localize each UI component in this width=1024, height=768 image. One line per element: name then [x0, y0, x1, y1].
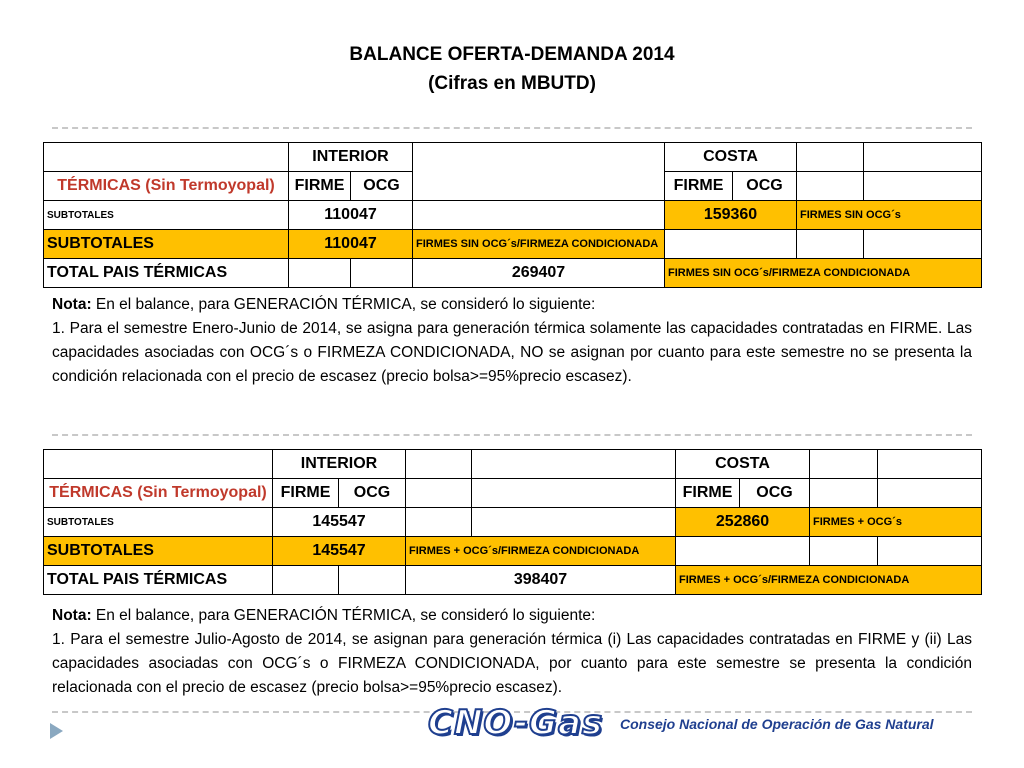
total-value: 269407 — [413, 259, 665, 288]
termicas-label: TÉRMICAS (Sin Termoyopal) — [44, 479, 273, 508]
balance-table-1 — [43, 142, 982, 288]
title-line-2: (Cifras en MBUTD) — [428, 73, 596, 94]
costa-header: COSTA — [665, 143, 797, 172]
firme-header: FIRME — [676, 479, 740, 508]
interior-header: INTERIOR — [289, 143, 413, 172]
interior-value-2-label: FIRMES SIN OCG´s/FIRMEZA CONDICIONADA — [413, 230, 665, 259]
footer-organization: Consejo Nacional de Operación de Gas Natural — [620, 716, 934, 732]
balance-table-2 — [43, 449, 982, 595]
note-2-bold: Nota: — [52, 607, 92, 624]
ocg-header: OCG — [740, 479, 810, 508]
firme-header: FIRME — [665, 172, 733, 201]
firme-header: FIRME — [273, 479, 339, 508]
subtotales-big-label: SUBTOTALES — [44, 537, 273, 566]
total-value: 398407 — [406, 566, 676, 595]
table-row — [44, 508, 982, 537]
note-1 — [52, 293, 972, 389]
table-row — [44, 259, 982, 288]
table-row — [44, 566, 982, 595]
table-row — [44, 230, 982, 259]
interior-header: INTERIOR — [273, 450, 406, 479]
firme-header: FIRME — [289, 172, 351, 201]
costa-value-label: FIRMES SIN OCG´s — [797, 201, 982, 230]
ocg-header: OCG — [733, 172, 797, 201]
termicas-label: TÉRMICAS (Sin Termoyopal) — [44, 172, 289, 201]
table-row — [44, 537, 982, 566]
interior-value-2: 110047 — [289, 230, 413, 259]
note-1-line: En el balance, para GENERACIÓN TÉRMICA, se consideró lo siguiente: — [91, 296, 596, 313]
subtotales-big-label: SUBTOTALES — [44, 230, 289, 259]
costa-value: 159360 — [665, 201, 797, 230]
table-row — [44, 450, 982, 479]
table-row — [44, 143, 982, 172]
total-description: FIRMES + OCG´s/FIRMEZA CONDICIONADA — [676, 566, 982, 595]
costa-header: COSTA — [676, 450, 810, 479]
table-row — [44, 201, 982, 230]
cno-gas-logo: CNO-Gas — [428, 703, 604, 743]
interior-value: 110047 — [289, 201, 413, 230]
note-2 — [52, 604, 972, 700]
total-label: TOTAL PAIS TÉRMICAS — [44, 259, 289, 288]
bullet-arrow-icon — [50, 723, 63, 739]
costa-value: 252860 — [676, 508, 810, 537]
note-2-line: En el balance, para GENERACIÓN TÉRMICA, se consideró lo siguiente: — [91, 607, 596, 624]
table-row — [44, 479, 982, 508]
page-title — [0, 40, 1024, 98]
subtotales-small-label: SUBTOTALES — [44, 201, 289, 230]
note-2-paragraph: 1. Para el semestre Julio-Agosto de 2014, se asignan para generación térmica (i) Las capacidades contratadas en FIRME y (ii) Las capacidades asociadas con OCG´s o FIRMEZA CONDICIONADA, por cuanto para este semestre se presenta la condición relacionada con el precio de escasez (precio bolsa>=95%precio escasez). — [52, 631, 972, 696]
title-line-1: BALANCE OFERTA-DEMANDA 2014 — [349, 44, 675, 65]
interior-value-2: 145547 — [273, 537, 406, 566]
costa-value-label: FIRMES + OCG´s — [810, 508, 982, 537]
ocg-header: OCG — [351, 172, 413, 201]
total-label: TOTAL PAIS TÉRMICAS — [44, 566, 273, 595]
divider-middle — [52, 434, 972, 436]
note-1-bold: Nota: — [52, 296, 92, 313]
ocg-header: OCG — [339, 479, 406, 508]
total-description: FIRMES SIN OCG´s/FIRMEZA CONDICIONADA — [665, 259, 982, 288]
note-1-paragraph: 1. Para el semestre Enero-Junio de 2014, se asigna para generación térmica solamente las capacidades contratadas en FIRME. Las capacidades asociadas con OCG´s o FIRMEZA CONDICIONADA, NO se asignan por cuanto para este semestre no se presenta la condición relacionada con el precio de escasez (precio bolsa>=95%precio escasez). — [52, 320, 972, 385]
divider-top — [52, 127, 972, 129]
interior-value: 145547 — [273, 508, 406, 537]
interior-value-2-label: FIRMES + OCG´s/FIRMEZA CONDICIONADA — [406, 537, 676, 566]
subtotales-small-label: SUBTOTALES — [44, 508, 273, 537]
